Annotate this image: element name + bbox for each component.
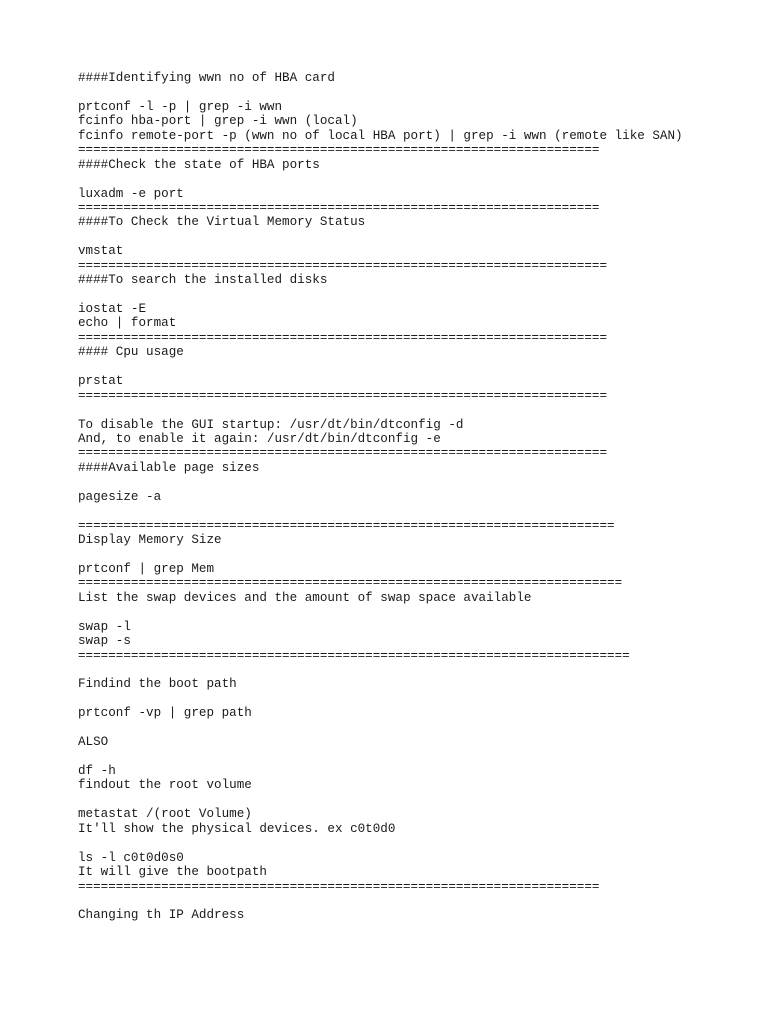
document-line: fcinfo hba-port | grep -i wwn (local) bbox=[78, 114, 358, 129]
document-line: And, to enable it again: /usr/dt/bin/dtconfig -e bbox=[78, 431, 441, 446]
document-line bbox=[78, 547, 758, 561]
document-line: ####To Check the Virtual Memory Status bbox=[78, 215, 366, 230]
document-line: ===================================================================== bbox=[78, 143, 600, 158]
document-line: iostat -E bbox=[78, 302, 147, 316]
document-line bbox=[78, 360, 758, 374]
document-line: swap -s bbox=[78, 634, 131, 649]
document-line bbox=[78, 288, 758, 302]
document-line: luxadm -e port bbox=[78, 186, 184, 201]
document-line: metastat /(root Volume) bbox=[78, 807, 252, 822]
document-line: #### Cpu usage bbox=[78, 345, 184, 360]
document-line: prstat bbox=[78, 374, 124, 389]
document-line bbox=[78, 230, 758, 244]
document-line: List the swap devices and the amount of swap space available bbox=[78, 590, 532, 605]
document-line: ===================================================================== bbox=[78, 879, 600, 894]
document-line: findout the root volume bbox=[78, 778, 252, 793]
document-line: Changing th IP Address bbox=[78, 908, 245, 923]
document-line: It will give the bootpath bbox=[78, 865, 267, 880]
document-line bbox=[78, 172, 758, 186]
document-line: ####To search the installed disks bbox=[78, 273, 328, 288]
document-line: df -h bbox=[78, 764, 116, 778]
document-line bbox=[78, 750, 758, 764]
document-line bbox=[78, 605, 758, 619]
document-line: ALSO bbox=[78, 735, 109, 750]
document-line: prtconf | grep Mem bbox=[78, 561, 215, 576]
document-line bbox=[78, 836, 758, 850]
document-line: fcinfo remote-port -p (wwn no of local HBA port) | grep -i wwn (remote like SAN) bbox=[78, 128, 683, 143]
document-line: prtconf -l -p | grep -i wwn bbox=[78, 99, 283, 114]
document-line bbox=[78, 663, 758, 677]
document-line bbox=[78, 85, 758, 99]
document-line: ####Check the state of HBA ports bbox=[78, 157, 320, 172]
document-line bbox=[78, 504, 758, 518]
document-line bbox=[78, 894, 758, 908]
document-line: ====================================================================== bbox=[78, 388, 608, 403]
document-line: vmstat bbox=[78, 244, 124, 259]
document-line bbox=[78, 403, 758, 417]
document-line bbox=[78, 692, 758, 706]
document-line: To disable the GUI startup: /usr/dt/bin/dtconfig -d bbox=[78, 417, 464, 432]
document-line: ####Available page sizes bbox=[78, 460, 260, 475]
document-line: pagesize -a bbox=[78, 489, 162, 504]
document-line bbox=[78, 721, 758, 735]
document-line: ======================================================================= bbox=[78, 518, 615, 533]
document-text bbox=[78, 71, 758, 923]
document-line: ====================================================================== bbox=[78, 330, 608, 345]
document-line: Display Memory Size bbox=[78, 533, 222, 547]
document-line: ====================================================================== bbox=[78, 446, 608, 461]
document-line: echo | format bbox=[78, 316, 177, 331]
document-line: It'll show the physical devices. ex c0t0d0 bbox=[78, 821, 396, 836]
document-line: ===================================================================== bbox=[78, 200, 600, 215]
document-line: ####Identifying wwn no of HBA card bbox=[78, 71, 335, 85]
document-line: ====================================================================== bbox=[78, 258, 608, 273]
document-line: ========================================================================= bbox=[78, 648, 630, 663]
document-line: ls -l c0t0d0s0 bbox=[78, 850, 184, 865]
document-line: Findind the boot path bbox=[78, 677, 237, 692]
document-line bbox=[78, 475, 758, 489]
document-line: ======================================================================== bbox=[78, 576, 623, 591]
document-line: prtconf -vp | grep path bbox=[78, 706, 252, 721]
document-line: swap -l bbox=[78, 619, 131, 634]
document-line bbox=[78, 793, 758, 807]
